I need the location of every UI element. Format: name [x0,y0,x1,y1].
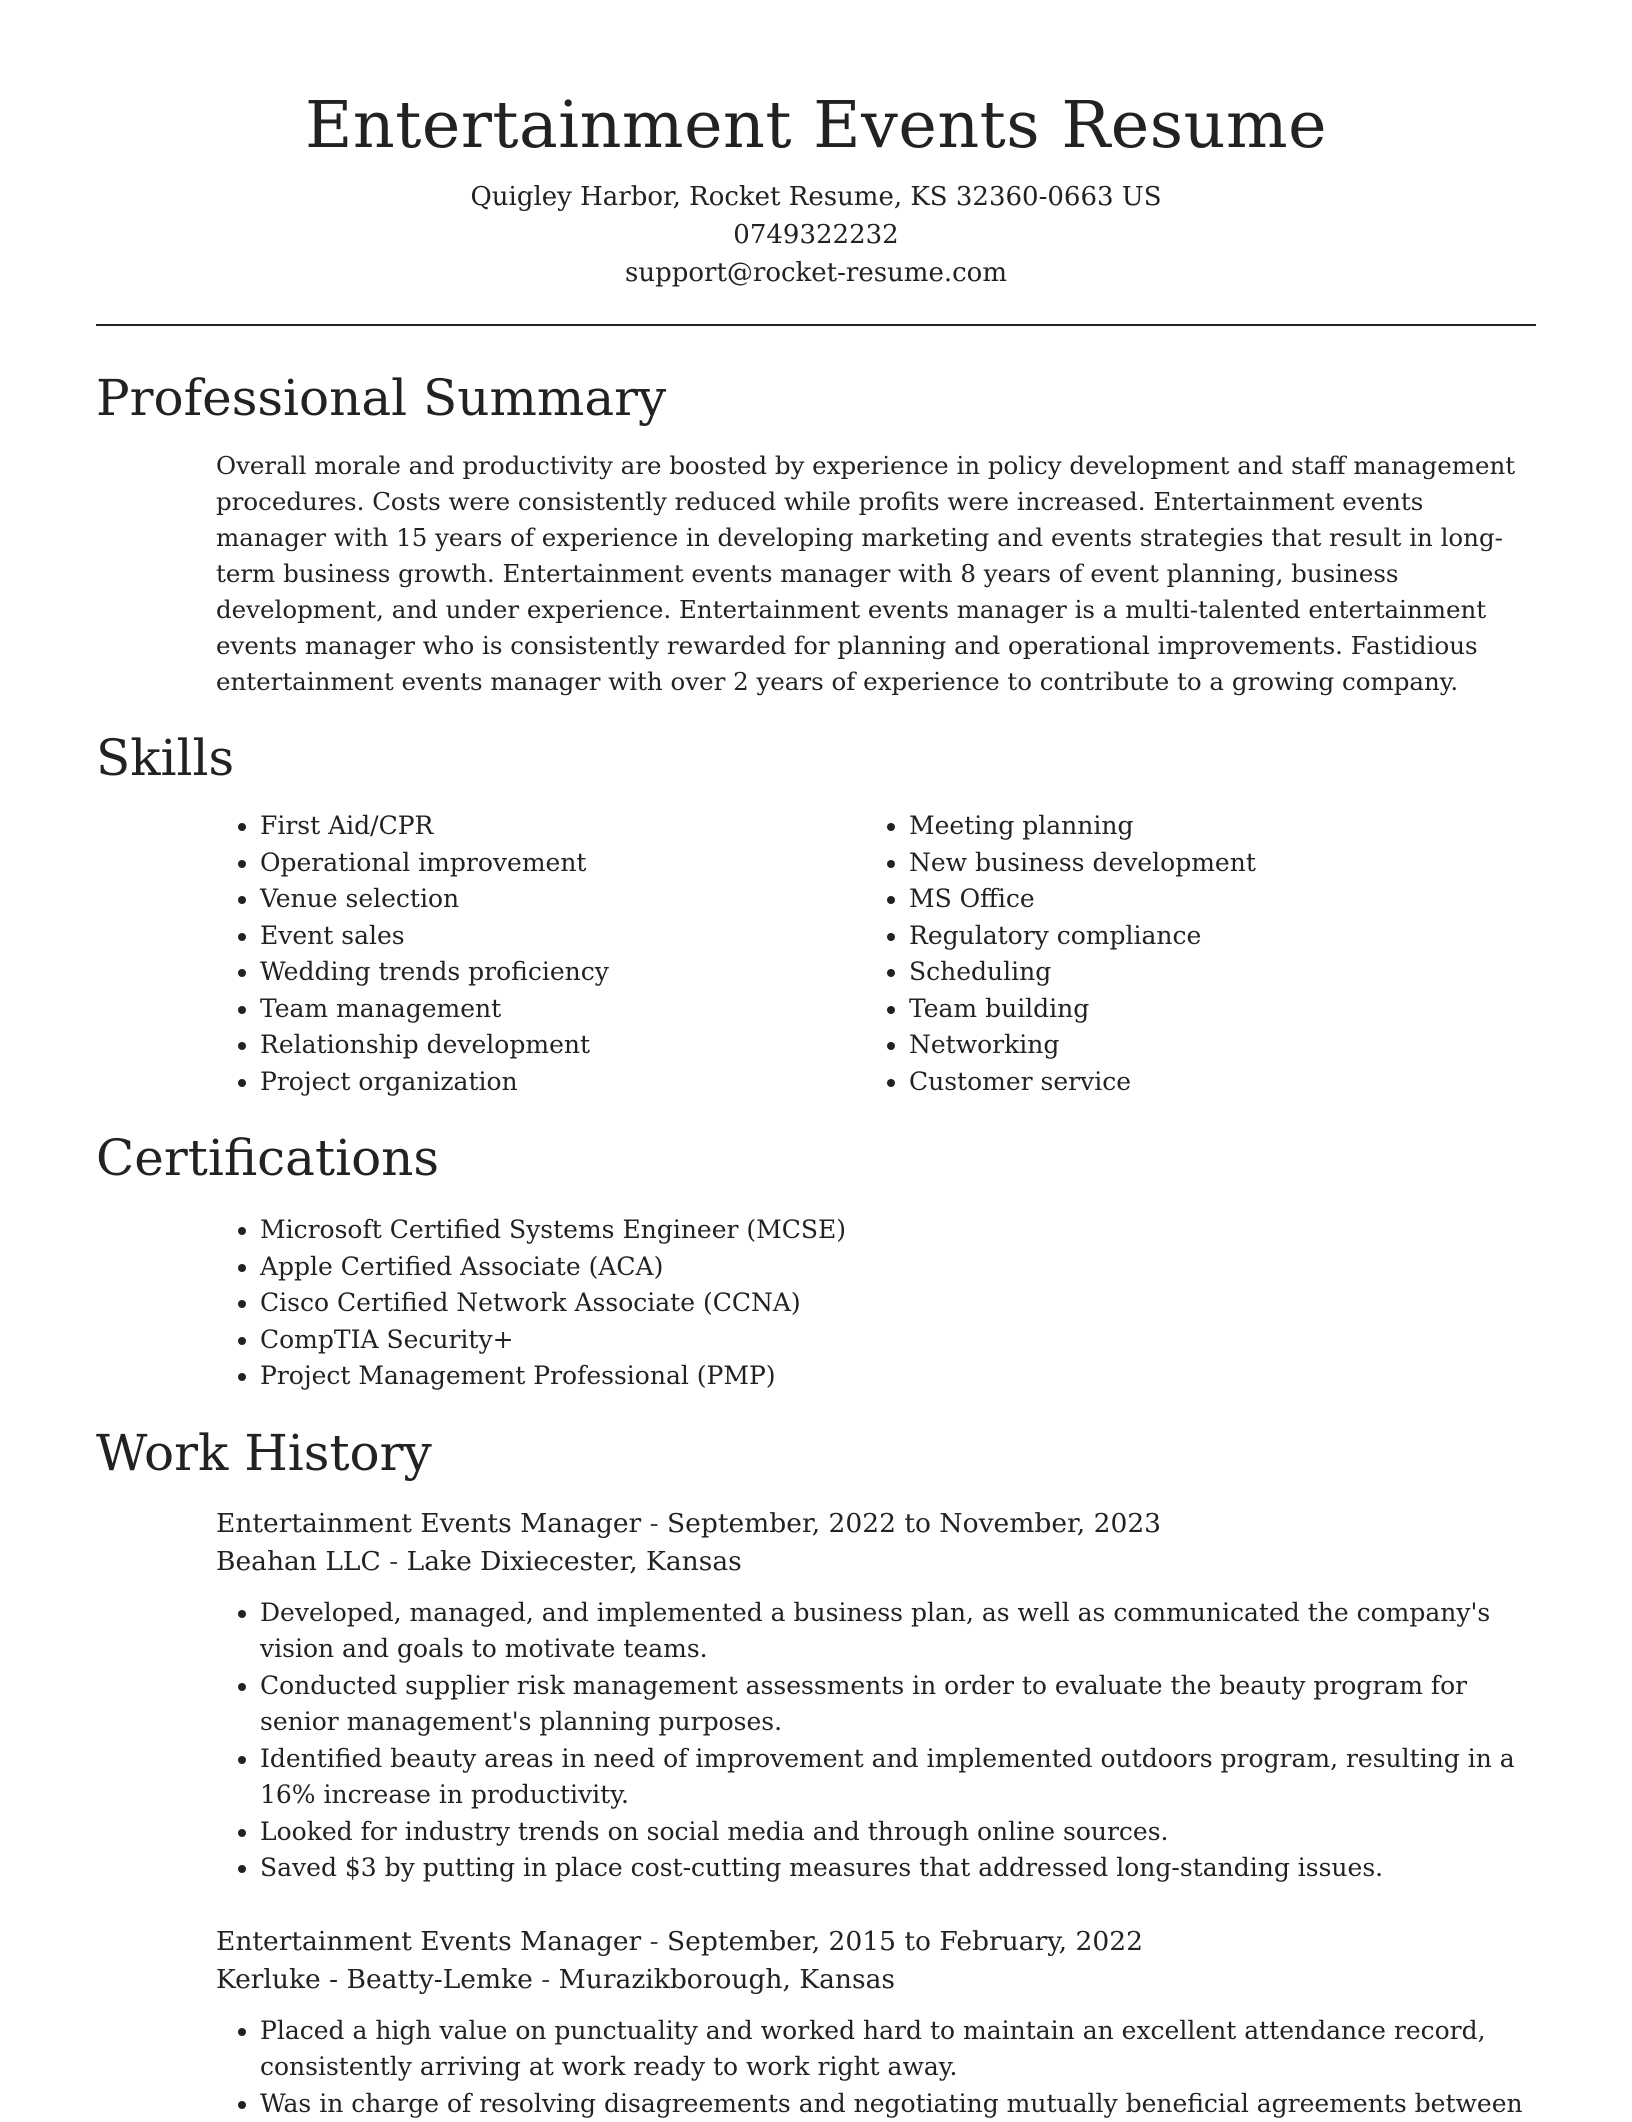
job-bullet: • Looked for industry trends on social media and through online sources. [260,1814,1536,1851]
resume-header [96,0,1536,292]
job-company: Kerluke - Beatty-Lemke [216,1964,533,1995]
skills-list-col2 [745,808,1256,1100]
section-heading-work: Work History [96,1421,1536,1485]
job-dates: September, 2015 to February, 2022 [667,1926,1143,1957]
skill-item: • Scheduling [909,954,1256,991]
certification-item: • Microsoft Certified Systems Engineer (MCSE) [260,1212,1536,1249]
certification-item: • Apple Certified Associate (ACA) [260,1249,1536,1286]
skill-item: • Team management [260,991,745,1028]
job-entry [216,1923,1536,2122]
skill-item: • First Aid/CPR [260,808,745,845]
header-divider [96,324,1536,326]
skill-item: • Project organization [260,1064,745,1101]
skill-item: • Meeting planning [909,808,1256,845]
resume-title: Entertainment Events Resume [96,86,1536,166]
job-bullet: • Saved $3 by putting in place cost-cutting measures that addressed long-standing issues. [260,1850,1536,1887]
job-bullet: • Developed, managed, and implemented a business plan, as well as communicated the company's vision and goals to motivate teams. [260,1595,1536,1668]
section-heading-skills: Skills [96,726,1536,790]
job-bullets [216,1595,1536,1887]
skills-columns [96,808,1536,1100]
phone: 0749322232 [96,216,1536,254]
job-company: Beahan LLC [216,1546,381,1577]
job-title-line: Entertainment Events Manager - September, 2015 to February, 2022 [216,1923,1536,1961]
skill-item: • Customer service [909,1064,1256,1101]
skill-item: • New business development [909,845,1256,882]
job-dates: September, 2022 to November, 2023 [667,1508,1161,1539]
certification-item: • Cisco Certified Network Associate (CCNA) [260,1285,1536,1322]
job-title: Entertainment Events Manager [216,1926,641,1957]
job-bullet: • Was in charge of resolving disagreements and negotiating mutually beneficial agreements between [260,2086,1536,2122]
job-title: Entertainment Events Manager [216,1508,641,1539]
skills-section [96,726,1536,1100]
job-bullet: • Placed a high value on punctuality and worked hard to maintain an excellent attendance record, consistently arriving at work ready to work right away. [260,2013,1536,2086]
skill-item: • Networking [909,1027,1256,1064]
skills-list-col1 [96,808,745,1100]
job-bullet: • Conducted supplier risk management assessments in order to evaluate the beauty program for senior management's planning purposes. [260,1668,1536,1741]
professional-summary-section [96,366,1536,700]
skill-item: • Regulatory compliance [909,918,1256,955]
contact-info [96,178,1536,292]
email: support@rocket-resume.com [96,254,1536,292]
skill-item: • Relationship development [260,1027,745,1064]
certifications-list [96,1212,1536,1395]
skill-item: • Team building [909,991,1256,1028]
resume-page [96,0,1536,2122]
certification-item: • CompTIA Security+ [260,1322,1536,1359]
skill-item: • Operational improvement [260,845,745,882]
job-location: Murazikborough, Kansas [559,1964,895,1995]
job-company-line: Kerluke - Beatty-Lemke - Murazikborough, Kansas [216,1961,1536,1999]
work-history-section [96,1421,1536,2122]
job-bullets [216,2013,1536,2122]
skill-item: • Wedding trends proficiency [260,954,745,991]
job-title-line: Entertainment Events Manager - September, 2022 to November, 2023 [216,1505,1536,1543]
section-heading-summary: Professional Summary [96,366,1536,430]
job-location: Lake Dixiecester, Kansas [407,1546,742,1577]
address: Quigley Harbor, Rocket Resume, KS 32360-0663 US [96,178,1536,216]
job-company-line: Beahan LLC - Lake Dixiecester, Kansas [216,1543,1536,1581]
skill-item: • Event sales [260,918,745,955]
skill-item: • MS Office [909,881,1256,918]
certifications-section [96,1126,1536,1395]
job-entry [216,1505,1536,1887]
job-bullet: • Identified beauty areas in need of improvement and implemented outdoors program, resulting in a 16% increase in productivity. [260,1741,1536,1814]
summary-text: Overall morale and productivity are boosted by experience in policy development and staff management procedures. Costs were consistently reduced while profits were increased. Entertainment events manager with 15 years of experience in developing marketing and events strategies that result in long-term business growth. Entertainment events manager with 8 years of event planning, business development, and under experience. Entertainment events manager is a multi-talented entertainment events manager who is consistently rewarded for planning and operational improvements. Fastidious entertainment events manager with over 2 years of experience to contribute to a growing company. [216,448,1536,700]
skill-item: • Venue selection [260,881,745,918]
certification-item: • Project Management Professional (PMP) [260,1358,1536,1395]
section-heading-certifications: Certifications [96,1126,1536,1190]
